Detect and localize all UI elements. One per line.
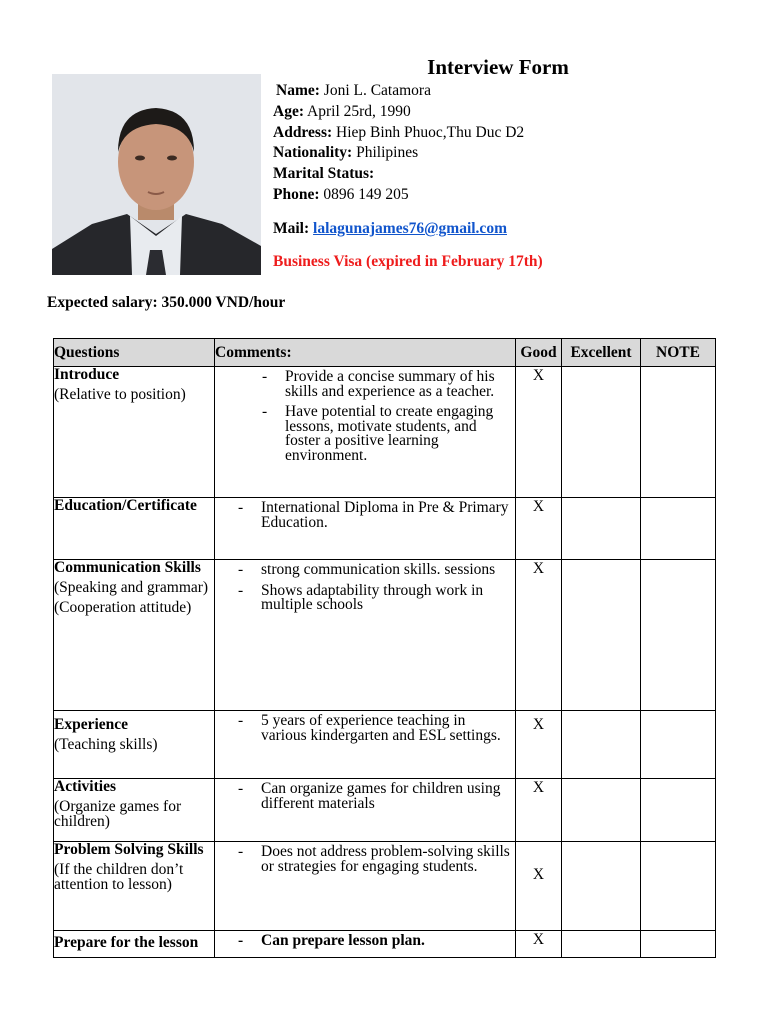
question-cell [54,560,215,711]
email-link[interactable]: lalagunajames76@gmail.com [313,220,507,237]
good-mark: X [516,498,562,560]
header-excellent: Excellent [562,339,641,367]
table-row [54,711,716,779]
age-label: Age: [273,103,304,120]
comment-item: - 5 years of experience teaching in various kindergarten and ESL settings. [215,714,515,743]
note-cell [641,779,716,842]
excellent-cell [562,931,641,958]
question-cell [54,931,215,958]
question-subtitle: (Teaching skills) [54,736,158,753]
question-title: Problem Solving Skills [54,841,204,858]
comments-cell [215,842,516,931]
expected-salary: Expected salary: 350.000 VND/hour [47,294,286,311]
question-subtitle: (Organize games for children) [54,798,182,830]
good-mark: X [516,711,562,779]
marital-label: Marital Status: [273,165,375,182]
note-cell [641,711,716,779]
question-title: Experience [54,716,129,733]
note-cell [641,931,716,958]
table-row [54,779,716,842]
good-mark: X [516,560,562,711]
nationality-value: Philipines [356,144,419,161]
comments-cell [215,931,516,958]
excellent-cell [562,779,641,842]
comment-item: - Provide a concise summary of his skills and experience as a teacher. [215,370,515,399]
note-cell [641,367,716,498]
excellent-cell [562,711,641,779]
comments-cell [215,498,516,560]
header-good: Good [516,339,562,367]
candidate-photo [52,74,261,275]
header-note: NOTE [641,339,716,367]
table-row [54,498,716,560]
question-subtitle: (Speaking and grammar) [54,579,209,596]
address-label: Address: [273,124,333,141]
mail-label: Mail: [273,220,310,237]
visa-note: Business Visa (expired in February 17th) [273,253,543,270]
good-mark: X [516,842,562,931]
excellent-cell [562,560,641,711]
question-title: Activities [54,778,116,795]
header-questions: Questions [54,339,215,367]
question-subtitle: (Cooperation attitude) [54,599,192,616]
excellent-cell [562,498,641,560]
question-cell [54,779,215,842]
evaluation-table [53,338,716,958]
comments-cell [215,779,516,842]
comment-item: - strong communication skills. sessions [215,563,515,578]
note-cell [641,560,716,711]
comment-item: - Have potential to create engaging lessons, motivate students, and foster a positive learning environment. [215,405,515,463]
question-title: Prepare for the lesson [54,934,199,951]
table-row [54,842,716,931]
question-title: Communication Skills [54,559,201,576]
mail-line [273,219,507,239]
address-value: Hiep Binh Phuoc,Thu Duc D2 [336,124,525,141]
age-value: April 25rd, 1990 [307,103,411,120]
name-label: Name: [276,82,320,99]
table-header-row [54,339,716,367]
comments-cell [215,367,516,498]
form-title: Interview Form [427,55,569,79]
question-cell [54,498,215,560]
comment-item: - Can organize games for children using different materials [215,782,515,811]
marital-line [273,164,374,184]
nationality-label: Nationality: [273,144,353,161]
excellent-cell [562,367,641,498]
question-subtitle: (If the children don’t attention to lesson) [54,861,184,893]
table-row [54,367,716,498]
question-cell [54,711,215,779]
phone-label: Phone: [273,186,320,203]
header-comments: Comments: [215,339,516,367]
good-mark: X [516,367,562,498]
note-cell [641,498,716,560]
comment-item: - International Diploma in Pre & Primary Education. [215,501,515,530]
question-subtitle: (Relative to position) [54,386,186,403]
good-mark: X [516,931,562,958]
question-title: Education/Certificate [54,497,197,514]
table-row [54,560,716,711]
name-line [276,81,431,101]
comments-cell [215,560,516,711]
question-cell [54,842,215,931]
address-line [273,123,524,143]
excellent-cell [562,842,641,931]
phone-value: 0896 149 205 [323,186,409,203]
note-cell [641,842,716,931]
table-row [54,931,716,958]
nationality-line [273,143,418,163]
comment-item: - Shows adaptability through work in multiple schools [215,584,515,613]
comment-item: - Does not address problem-solving skills or strategies for engaging students. [215,845,515,874]
age-line [273,102,411,122]
comments-cell [215,711,516,779]
phone-line [273,185,409,205]
good-mark: X [516,779,562,842]
question-cell [54,367,215,498]
name-value: Joni L. Catamora [323,82,431,99]
question-title: Introduce [54,366,120,383]
comment-item: - Can prepare lesson plan. [215,934,515,949]
